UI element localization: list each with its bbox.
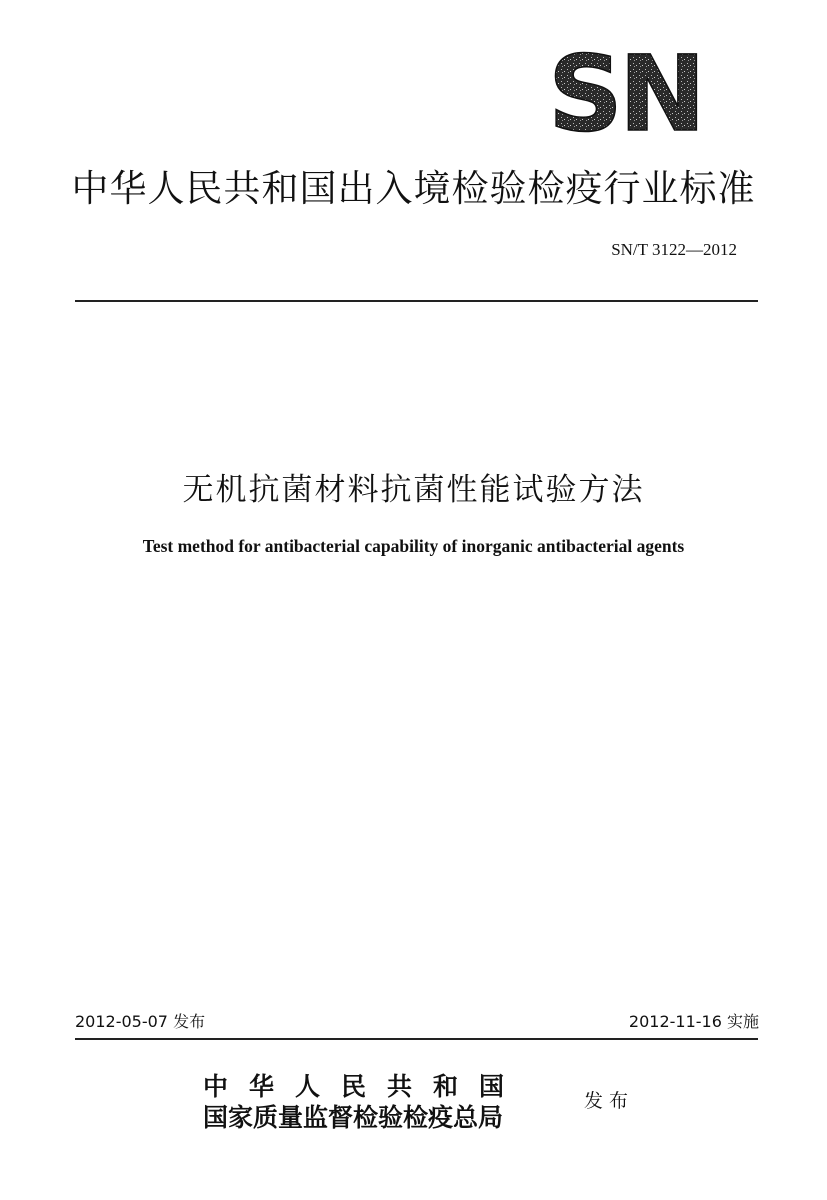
- implementation-date: 2012-11-16 实施: [628, 1012, 759, 1031]
- issue-date: 2012-05-07 发布: [75, 1012, 206, 1031]
- bottom-divider: [75, 1038, 758, 1040]
- issuer-block: [203, 1072, 563, 1134]
- logo-text: SN: [548, 44, 702, 136]
- sn-logo: [548, 44, 718, 136]
- top-divider: [75, 300, 758, 302]
- standard-code: SN/T 3122—2012: [611, 240, 737, 259]
- document-title-en: Test method for antibacterial capability of inorganic antibacterial agents: [142, 536, 685, 556]
- document-title-zh: 无机抗菌材料抗菌性能试验方法: [182, 472, 645, 508]
- issuer-country: 中华人民共和国: [203, 1072, 526, 1101]
- header-title: 中华人民共和国出入境检验检疫行业标准: [71, 167, 756, 210]
- issue-label: 发布: [584, 1090, 635, 1112]
- issuer-agency: 国家质量监督检验检疫总局: [203, 1103, 504, 1132]
